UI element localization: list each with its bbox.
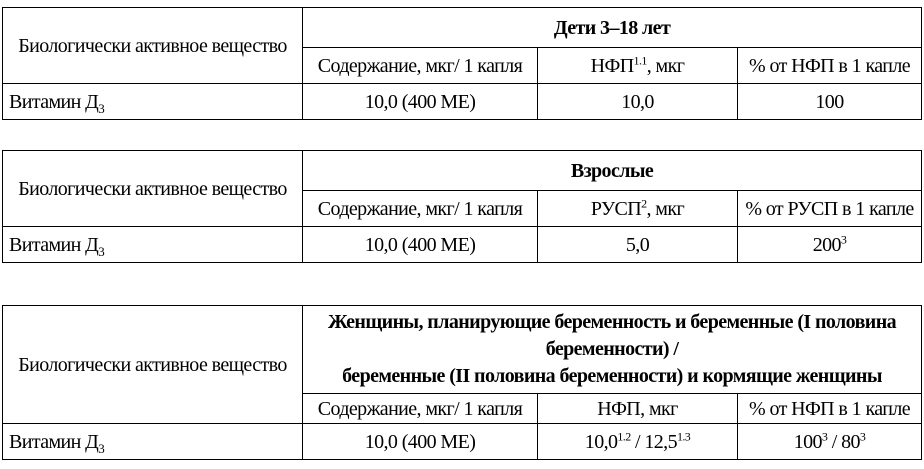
- col-norm-header: НФП, мкг: [538, 394, 738, 424]
- col-percent-header: % от РУСП в 1 капле: [738, 191, 922, 227]
- row-percent: 100: [738, 84, 922, 120]
- col-content-header: Содержание, мкг/ 1 капля: [303, 394, 538, 424]
- col-percent-header: % от НФП в 1 капле: [738, 394, 922, 424]
- row-norm: $10,0^{1.2} / 12,5^{1.3}$: [538, 424, 738, 460]
- table-children: [2, 7, 922, 120]
- row-percent: $100^3 / 80^3$: [738, 424, 922, 460]
- table-women: [2, 305, 922, 460]
- col-content-header: Содержание, мкг/ 1 капля: [303, 191, 538, 227]
- row-content: 10,0 (400 МЕ): [303, 227, 538, 263]
- col-norm-header: РУСП$^2$, мкг: [538, 191, 738, 227]
- row-content: 10,0 (400 МЕ): [303, 84, 538, 120]
- group-header: Взрослые: [303, 151, 922, 191]
- row-substance: Витамин $Д_3$: [3, 84, 303, 120]
- group-header: Дети 3–18 лет: [303, 8, 922, 48]
- col-percent-header: % от НФП в 1 капле: [738, 48, 922, 84]
- group-header: Женщины, планирующие беременность и беременные (I половина беременности) / беременные (II половина беременности) и кормящие женщины: [303, 306, 922, 394]
- col-norm-header: $НФП^{1.1}$, мкг: [538, 48, 738, 84]
- row-substance: Витамин $Д_3$: [3, 424, 303, 460]
- substance-header: Биологически активное вещество: [3, 306, 303, 424]
- row-substance: Витамин $Д_3$: [3, 227, 303, 263]
- row-norm: 10,0: [538, 84, 738, 120]
- table-adults: [2, 150, 922, 263]
- substance-header: Биологически активное вещество: [3, 8, 303, 84]
- row-norm: 5,0: [538, 227, 738, 263]
- substance-header: Биологически активное вещество: [3, 151, 303, 227]
- row-percent: $200^3$: [738, 227, 922, 263]
- col-content-header: Содержание, мкг/ 1 капля: [303, 48, 538, 84]
- row-content: 10,0 (400 МЕ): [303, 424, 538, 460]
